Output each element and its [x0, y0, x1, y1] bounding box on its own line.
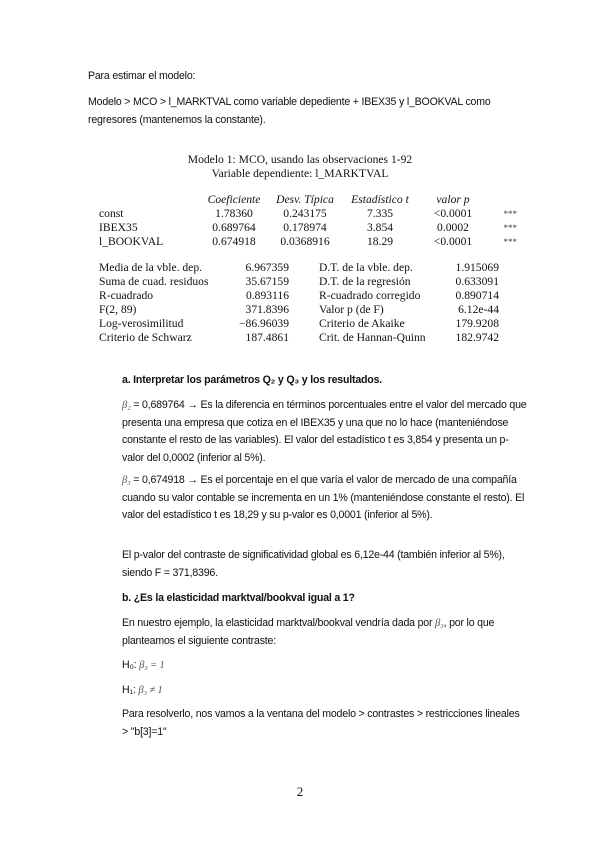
stats-table — [99, 261, 499, 345]
stat-value: 1.915069 — [455, 261, 499, 274]
coef: 1.78360 — [215, 207, 253, 220]
stat-label: R-cuadrado — [99, 289, 154, 302]
resolve-paragraph: Para resolverlo, nos vamos a la ventana del modelo > contrastes > restricciones lineales > ''b[3]=1'' — [122, 708, 520, 738]
stat-value: 0.893116 — [245, 289, 289, 302]
header-t: Estadístico t — [351, 193, 409, 206]
t-stat: 18.29 — [366, 235, 394, 248]
var-name: const — [99, 207, 124, 220]
h1-expr: β₃ ≠ 1 — [138, 685, 163, 696]
stat-label: Valor p (de F) — [319, 303, 384, 316]
stat-value: −86.96039 — [238, 317, 289, 330]
global-paragraph: El p-valor del contraste de significatividad global es 6,12e-44 (también inferior al 5%), siendo F = 371,8396. — [122, 549, 505, 579]
significance: *** — [503, 237, 517, 247]
stats-row — [99, 289, 499, 303]
elasticity-paragraph — [122, 615, 527, 650]
stat-label: R-cuadrado corregido — [319, 289, 421, 302]
header-p: valor p — [436, 193, 470, 206]
stats-row — [99, 303, 499, 317]
t-stat: 3.854 — [366, 221, 394, 234]
p-value: 0.0002 — [437, 221, 469, 234]
stat-label: Media de la vble. dep. — [99, 261, 203, 274]
stat-value: 6.967359 — [245, 261, 289, 274]
intro-line: Para estimar el modelo: — [88, 70, 196, 82]
coefficients-table — [99, 193, 517, 249]
se: 0.0368916 — [280, 235, 330, 248]
stat-label: Criterio de Schwarz — [99, 331, 192, 344]
stats-row — [99, 275, 499, 289]
stats-row — [99, 331, 499, 345]
stats-row — [99, 317, 499, 331]
significance: *** — [503, 209, 517, 219]
stat-value: 371.8396 — [245, 303, 289, 316]
text: , por lo que planteamos el siguiente contraste: — [122, 617, 495, 647]
table-row — [99, 221, 517, 235]
coef: 0.689764 — [212, 221, 256, 234]
se: 0.243175 — [283, 207, 327, 220]
model-title: Modelo 1: MCO, usando las observaciones 1-92 — [187, 153, 413, 166]
significance: *** — [503, 223, 517, 233]
stat-label: D.T. de la regresión — [319, 275, 411, 288]
h0-line — [122, 657, 554, 675]
stat-value: 182.9742 — [455, 331, 499, 344]
header-coef: Coeficiente — [207, 193, 261, 206]
stat-label: D.T. de la vble. dep. — [319, 261, 413, 274]
section-b-heading: b. ¿Es la elasticidad marktval/bookval igual a 1? — [122, 592, 355, 604]
table-row — [99, 235, 517, 249]
beta3-symbol: β₃ — [122, 475, 131, 486]
intro-instructions: Modelo > MCO > l_MARKTVAL como variable depediente + IBEX35 y l_BOOKVAL como regresores (mantenemos la constante). — [88, 96, 491, 126]
var-name: IBEX35 — [99, 221, 138, 234]
stat-value: 6.12e-44 — [458, 303, 499, 316]
beta3-paragraph — [122, 472, 527, 525]
beta2-text: = 0,689764 → Es la diferencia en términos porcentuales entre el valor del mercado que presenta una empresa que cotiza en el IBEX35 y una que no lo hace (manteniéndose constante el resto de las variables). El valor del estadístico t es 3,854 y presenta un p-valor del 0,0002 (inferior al 5%). — [122, 399, 527, 464]
h0-expr: β₃ = 1 — [139, 660, 165, 671]
stat-value: 35.67159 — [245, 275, 289, 288]
stat-value: 187.4861 — [245, 331, 289, 344]
table-row — [99, 207, 517, 221]
stat-value: 0.890714 — [455, 289, 499, 302]
page-number: 2 — [296, 784, 304, 799]
h0-label: H₀: — [122, 659, 140, 671]
t-stat: 7.335 — [366, 207, 394, 220]
stats-row — [99, 261, 499, 275]
model-dependent: Variable dependiente: l_MARKTVAL — [211, 167, 389, 180]
section-a-heading: a. Interpretar los parámetros Q₂ y Q₃ y los resultados. — [122, 374, 383, 386]
se: 0.178974 — [283, 221, 327, 234]
var-name: l_BOOKVAL — [99, 235, 164, 248]
stat-label: Log-verosimilitud — [99, 317, 184, 330]
header-se: Desv. Típica — [276, 193, 334, 206]
p-value: <0.0001 — [433, 207, 473, 220]
p-value: <0.0001 — [433, 235, 473, 248]
stat-label: Suma de cuad. residuos — [99, 275, 209, 288]
coef: 0.674918 — [212, 235, 256, 248]
stat-label: F(2, 89) — [99, 303, 137, 316]
stat-value: 179.9208 — [455, 317, 499, 330]
stat-label: Crit. de Hannan-Quinn — [319, 331, 426, 344]
stat-value: 0.633091 — [455, 275, 499, 288]
beta2-symbol: β₂ — [122, 400, 131, 411]
beta3-text: = 0,674918 → Es el porcentaje en el que varía el valor de mercado de una compañía cuando su valor contable se incrementa en un 1% (manteniéndose constante el resto). El valor del estadístico t es 18,29 y su p-valor es 0,0001 (inferior al 5%). — [122, 474, 525, 521]
h1-line — [122, 682, 554, 700]
text: En nuestro ejemplo, la elasticidad marktval/bookval vendría dada por — [122, 617, 436, 629]
stat-label: Criterio de Akaike — [319, 317, 405, 330]
beta2-paragraph — [122, 397, 527, 467]
h1-label: H₁: — [122, 684, 139, 696]
beta3-symbol: β₃ — [435, 618, 444, 629]
